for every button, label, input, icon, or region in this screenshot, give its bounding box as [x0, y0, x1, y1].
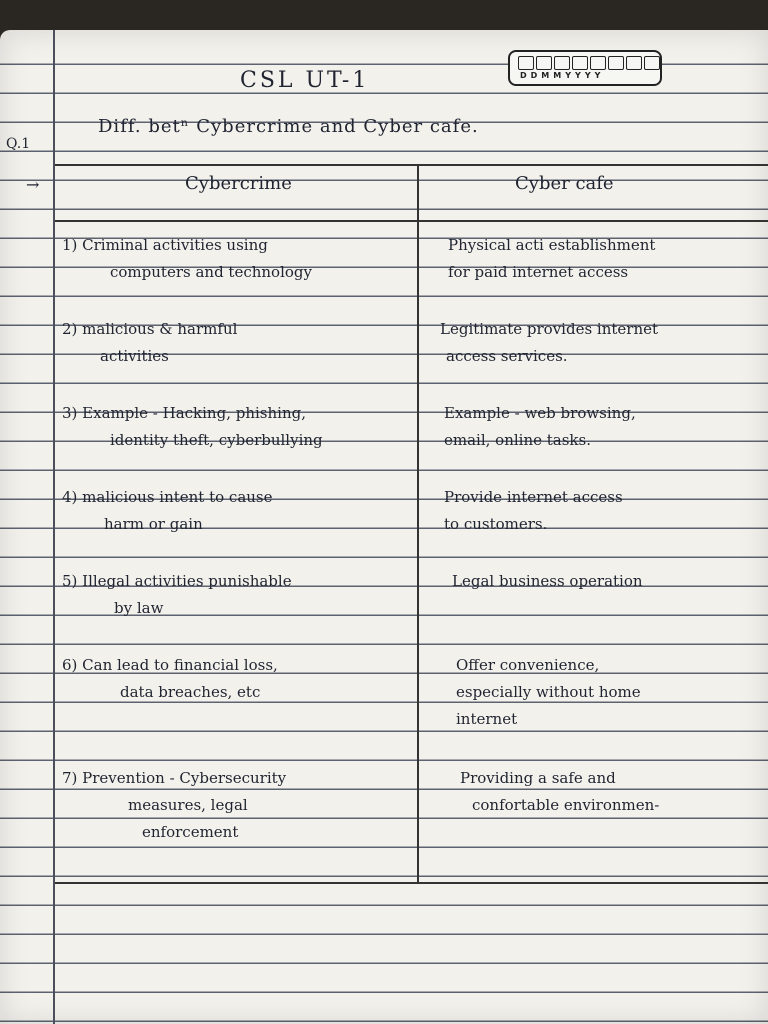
cell-line: 1) Criminal activities using: [62, 236, 268, 254]
date-cells: [518, 56, 660, 70]
cell-line: enforcement: [142, 823, 239, 841]
cell-line: data breaches, etc: [120, 683, 261, 701]
cell-line: email, online tasks.: [444, 431, 591, 449]
cyber-cafe-point-3: [444, 400, 636, 454]
date-label: Y: [565, 71, 572, 80]
date-label: Y: [594, 71, 601, 80]
cyber-cafe-point-7: [460, 765, 659, 819]
date-cell: [572, 56, 588, 70]
date-label: Y: [575, 71, 581, 80]
column-header-cybercrime: Cybercrime: [185, 173, 292, 194]
cell-line: Legitimate provides internet: [440, 320, 659, 338]
cell-line: 5) Illegal activities punishable: [62, 572, 292, 590]
date-labels: [520, 71, 600, 80]
cell-line: Providing a safe and: [460, 769, 616, 787]
date-label: D: [530, 71, 538, 80]
cell-line: confortable environmen-: [472, 796, 660, 814]
cyber-cafe-point-5: [452, 568, 643, 595]
cybercrime-point-2: [62, 316, 237, 370]
date-cell: [518, 56, 534, 70]
date-label: M: [541, 71, 550, 80]
arrow-icon: →: [26, 175, 40, 194]
cell-line: Legal business operation: [452, 572, 643, 590]
cybercrime-point-3: [62, 400, 323, 454]
table-bottom-border: [55, 882, 768, 884]
cyber-cafe-point-4: [444, 484, 623, 538]
notebook-page: [0, 30, 768, 1024]
column-header-cyber-cafe: Cyber cafe: [515, 173, 614, 194]
cell-line: Example - web browsing,: [444, 404, 636, 422]
question-number: Q.1: [6, 136, 31, 152]
date-cell: [590, 56, 606, 70]
cell-line: 6) Can lead to financial loss,: [62, 656, 278, 674]
cell-line: 4) malicious intent to cause: [62, 488, 273, 506]
cyber-cafe-point-2: [440, 316, 658, 370]
cell-line: identity theft, cyberbullying: [110, 431, 323, 449]
cell-line: Provide internet access: [444, 488, 623, 506]
cell-line: internet: [456, 710, 518, 728]
cell-line: by law: [114, 599, 164, 617]
date-label: M: [553, 71, 562, 80]
cell-line: for paid internet access: [448, 263, 629, 281]
cell-line: access services.: [446, 347, 568, 365]
table-column-divider: [417, 164, 419, 884]
table-top-border: [55, 164, 768, 166]
cell-line: to customers.: [444, 515, 548, 533]
cell-line: computers and technology: [110, 263, 312, 281]
date-cell: [608, 56, 624, 70]
cybercrime-point-6: [62, 652, 278, 706]
cybercrime-point-7: [62, 765, 286, 846]
cell-line: Physical acti establishment: [448, 236, 656, 254]
cyber-cafe-point-1: [448, 232, 655, 286]
cell-line: harm or gain: [104, 515, 203, 533]
date-cell: [554, 56, 570, 70]
cybercrime-point-1: [62, 232, 312, 286]
cell-line: measures, legal: [128, 796, 248, 814]
page-title: CSL UT-1: [240, 68, 370, 93]
table-header-border: [55, 220, 768, 222]
cybercrime-point-5: [62, 568, 292, 622]
cell-line: 7) Prevention - Cybersecurity: [62, 769, 287, 787]
date-box: [508, 50, 662, 86]
cybercrime-point-4: [62, 484, 273, 538]
cell-line: activities: [100, 347, 169, 365]
date-cell: [626, 56, 642, 70]
date-cell: [536, 56, 552, 70]
date-cell: [644, 56, 660, 70]
cell-line: Offer convenience,: [456, 656, 600, 674]
date-label: D: [520, 71, 527, 80]
cyber-cafe-point-6: [456, 652, 641, 733]
margin-line: [53, 30, 55, 1024]
cell-line: 3) Example - Hacking, phishing,: [62, 404, 306, 422]
cell-line: especially without home: [456, 683, 641, 701]
cell-line: 2) malicious & harmful: [62, 320, 238, 338]
date-label: Y: [584, 71, 591, 80]
question-text: Diff. betⁿ Cybercrime and Cyber cafe.: [98, 116, 479, 137]
